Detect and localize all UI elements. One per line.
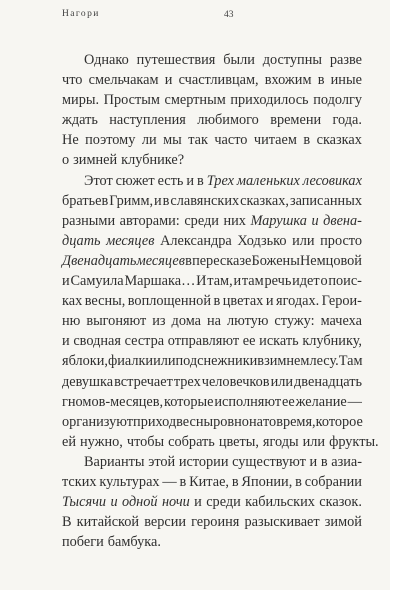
word: в xyxy=(303,132,311,149)
word: часто xyxy=(214,132,248,149)
word: на xyxy=(206,313,221,330)
text-line xyxy=(62,452,362,472)
word: Однако xyxy=(84,52,129,68)
word: гномов-месяцев, xyxy=(62,393,164,410)
word: собрании xyxy=(304,473,362,490)
word: них xyxy=(223,212,246,229)
word: В xyxy=(62,514,72,531)
word: в xyxy=(257,353,265,370)
text-line xyxy=(62,331,362,351)
word: Там xyxy=(338,353,363,370)
word: среди xyxy=(206,494,241,511)
word: ее xyxy=(281,393,295,410)
word: дома xyxy=(171,313,201,330)
word: читаем xyxy=(253,132,297,149)
italic-word: маленьких xyxy=(236,172,300,189)
word: сюжет xyxy=(115,172,155,189)
word: лютую xyxy=(226,313,269,330)
word: в xyxy=(231,473,239,490)
text-line xyxy=(62,251,362,271)
running-head: Нагори xyxy=(62,9,100,19)
word: вхожим xyxy=(264,72,312,89)
word: записанных xyxy=(289,192,362,209)
word: ждать xyxy=(62,112,98,129)
text-line xyxy=(62,392,362,412)
word: приходилось xyxy=(230,92,309,109)
word: счастливцам, xyxy=(178,72,259,89)
word: года. xyxy=(332,112,362,129)
word: отправляют xyxy=(167,333,240,350)
italic-word: лесовиках xyxy=(302,172,362,189)
word: побеги xyxy=(62,534,104,551)
word: желание xyxy=(295,393,347,410)
word: время, xyxy=(276,413,316,430)
word: и xyxy=(233,273,242,290)
word: Александра xyxy=(160,232,232,249)
word: смельчакам xyxy=(88,72,159,89)
italic-word: Марушка xyxy=(250,212,307,229)
word: весны, xyxy=(84,293,126,310)
word: разными xyxy=(62,212,116,229)
word: то xyxy=(262,413,277,430)
text-line xyxy=(62,231,362,251)
word: ровно xyxy=(213,413,249,430)
italic-word: двена- xyxy=(323,212,362,229)
word: ягодах. xyxy=(276,293,320,310)
word: Ходзько xyxy=(237,232,287,249)
word: сказок. xyxy=(319,494,362,511)
word: и xyxy=(194,494,202,511)
word: цветы, xyxy=(218,433,259,450)
text-line xyxy=(62,171,362,191)
word: Варианты xyxy=(84,453,145,470)
word: в xyxy=(320,453,328,470)
word: Самуила xyxy=(70,273,124,290)
word: двенадцать xyxy=(294,373,362,390)
word: путешествия xyxy=(136,52,216,68)
word: есть xyxy=(157,172,184,189)
word: организуют xyxy=(62,413,134,430)
text-line xyxy=(62,191,362,211)
italic-word: Двенадцать xyxy=(62,252,137,269)
italic-word: месяцев xyxy=(136,252,185,269)
word: чтобы xyxy=(126,433,165,450)
word: и xyxy=(309,453,318,470)
word: Маршака… xyxy=(124,273,196,290)
word: и xyxy=(164,72,173,89)
paragraph xyxy=(62,171,379,452)
word: Простым xyxy=(103,92,160,109)
word: собрать xyxy=(168,433,215,450)
body-text xyxy=(62,50,379,552)
text-line xyxy=(62,271,362,291)
word: нужно, xyxy=(80,433,123,450)
word: Китае, xyxy=(189,473,229,490)
word: культурах xyxy=(99,473,160,490)
word: существуют xyxy=(232,453,306,470)
word: о xyxy=(320,273,328,290)
word: ли xyxy=(141,132,157,149)
word: весны xyxy=(176,413,214,430)
word: ягоды xyxy=(262,433,299,450)
word: цветах xyxy=(222,293,264,310)
word: доступны xyxy=(262,52,322,68)
text-line xyxy=(62,211,362,231)
word: подснежники xyxy=(175,353,258,370)
word: ках xyxy=(62,293,83,310)
word: или xyxy=(270,373,294,390)
word: которые xyxy=(163,393,214,410)
word: речь xyxy=(264,273,292,290)
italic-word: Тысячи xyxy=(62,494,107,511)
word: в xyxy=(317,72,325,89)
text-line xyxy=(62,432,379,452)
text-line xyxy=(62,70,362,90)
italic-word: месяцев xyxy=(106,232,155,249)
word: сказках, xyxy=(240,192,289,209)
word: версии xyxy=(144,514,186,531)
paragraph xyxy=(62,452,362,552)
word: клубнику, xyxy=(302,333,362,350)
text-line xyxy=(62,492,362,512)
text-line xyxy=(62,150,362,170)
word: сводная xyxy=(73,333,121,350)
word: приход xyxy=(133,413,177,430)
word: поэтому xyxy=(85,132,136,149)
word: смертным xyxy=(164,92,226,109)
word: и xyxy=(62,333,70,350)
word: мы xyxy=(163,132,182,149)
paragraph xyxy=(62,50,362,171)
word: там xyxy=(241,273,264,290)
word: девушка xyxy=(62,373,114,390)
word: Японии, xyxy=(241,473,293,490)
text-line xyxy=(62,130,362,150)
word: в xyxy=(295,473,302,490)
word: кабильских xyxy=(245,494,315,511)
word: И xyxy=(196,273,207,290)
page-margin-right xyxy=(390,0,400,600)
word: так xyxy=(188,132,208,149)
italic-word: ночи xyxy=(161,494,190,511)
word: и xyxy=(265,293,274,310)
word: иные xyxy=(330,72,362,89)
text-line xyxy=(62,472,362,492)
text-line xyxy=(62,512,362,532)
text-line xyxy=(62,311,362,331)
word: стужу: xyxy=(274,313,315,330)
word: Не xyxy=(62,132,79,149)
italic-word: дцать xyxy=(62,232,101,249)
word: исполняют xyxy=(214,393,282,410)
word: лесу. xyxy=(309,353,339,370)
word: пересказе xyxy=(192,252,252,269)
text-line xyxy=(62,110,362,130)
text-line xyxy=(62,351,362,371)
word: воплощенной xyxy=(127,293,211,310)
word: тских xyxy=(62,473,97,490)
word: сестра xyxy=(124,333,165,350)
word: миры. xyxy=(62,92,100,109)
word: фрукты. xyxy=(329,433,379,450)
word: человечков xyxy=(201,373,270,390)
word: в xyxy=(162,192,170,209)
word: зимой xyxy=(324,514,362,531)
word: в xyxy=(196,172,204,189)
page-number: 43 xyxy=(224,10,234,20)
word: искать xyxy=(259,333,299,350)
word: были xyxy=(223,52,255,68)
text-line xyxy=(62,412,362,432)
word: поис- xyxy=(328,273,362,290)
italic-word: и xyxy=(110,494,118,511)
word: китайской xyxy=(76,514,140,531)
italic-word: и xyxy=(311,212,319,229)
word: о xyxy=(62,152,70,169)
word: Герои- xyxy=(321,293,362,310)
word: или xyxy=(302,433,326,450)
word: среди xyxy=(184,212,219,229)
word: клубнике? xyxy=(121,152,185,169)
word: встречает xyxy=(114,373,173,390)
word: мачеха xyxy=(320,313,362,330)
word: просто xyxy=(320,232,362,249)
word: зимнем xyxy=(264,353,310,370)
word: Немцовой xyxy=(299,252,362,269)
italic-word: Трех xyxy=(206,172,234,189)
word: славянских xyxy=(170,192,240,209)
word: и xyxy=(154,192,162,209)
text-line xyxy=(62,372,362,392)
word: Этот xyxy=(84,172,113,189)
word: и xyxy=(186,172,195,189)
word: героиня xyxy=(191,514,240,531)
word: — xyxy=(162,473,177,490)
word: времени xyxy=(270,112,322,129)
word: что xyxy=(62,72,83,89)
word: или xyxy=(153,353,176,370)
word: Божены xyxy=(251,252,300,269)
word: подолгу xyxy=(313,92,362,109)
word: любимого xyxy=(197,112,259,129)
word: зимней xyxy=(73,152,118,169)
word: идет xyxy=(292,273,320,290)
word: яблоки, xyxy=(62,353,108,370)
word: ей xyxy=(62,433,76,450)
text-line xyxy=(62,291,362,311)
text-line xyxy=(62,90,362,110)
word: на xyxy=(248,413,263,430)
word: в xyxy=(185,252,192,269)
word: — xyxy=(347,393,362,410)
word: в xyxy=(213,293,221,310)
word: в xyxy=(179,473,187,490)
word: выгоняют xyxy=(86,313,147,330)
word: этой xyxy=(148,453,176,470)
word: трех xyxy=(173,373,201,390)
word: авторами: xyxy=(119,212,180,229)
word: разыскивает xyxy=(244,514,320,531)
word: азиа- xyxy=(331,453,362,470)
word: Гримм, xyxy=(109,192,154,209)
word: там, xyxy=(207,273,233,290)
word: из xyxy=(152,313,166,330)
text-line xyxy=(62,532,362,552)
word: фиалки xyxy=(107,353,154,370)
word: ню xyxy=(62,313,81,330)
text-line xyxy=(62,50,362,70)
italic-word: одной xyxy=(121,494,158,511)
word: сказках xyxy=(316,132,362,149)
word: которое xyxy=(315,413,363,430)
word: братьев xyxy=(62,192,109,209)
word: наступления xyxy=(109,112,186,129)
page-margin-bottom xyxy=(0,590,400,600)
word: разве xyxy=(329,52,362,68)
word: и xyxy=(62,273,70,290)
word: истории xyxy=(178,453,229,470)
word: ее xyxy=(242,333,256,350)
word: или xyxy=(292,232,315,249)
word: бамбука. xyxy=(107,534,161,551)
